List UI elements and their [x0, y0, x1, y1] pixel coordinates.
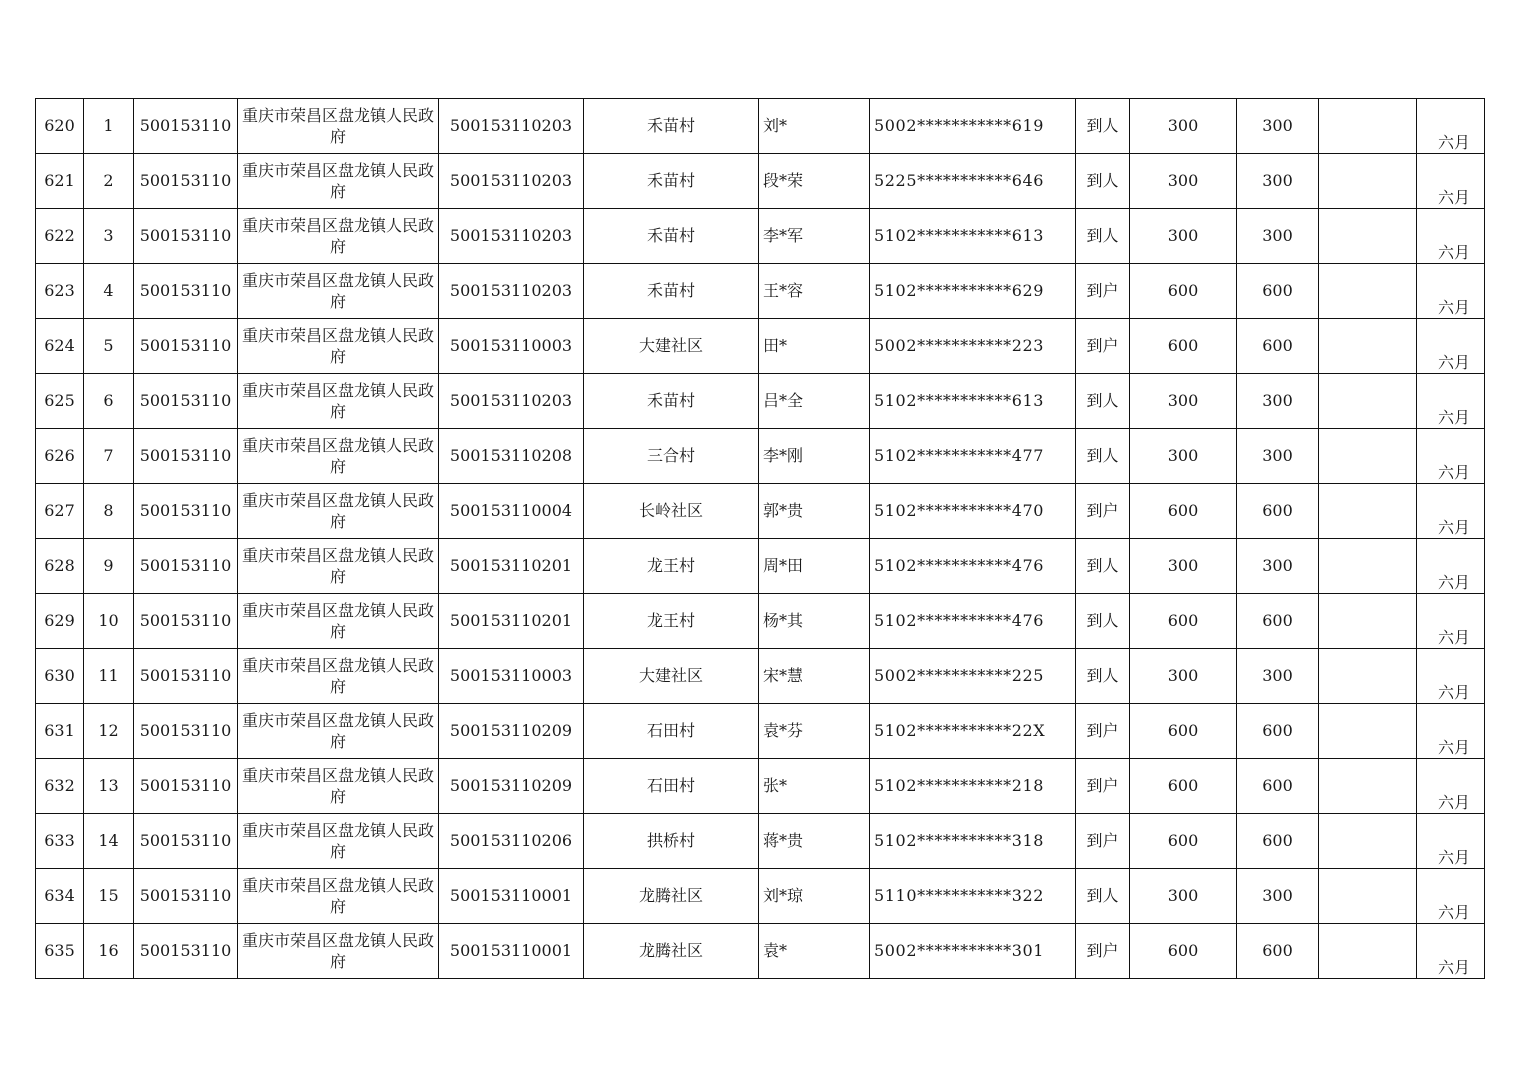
mode-cell: 到人: [1076, 429, 1130, 484]
month-cell: 六月: [1417, 704, 1485, 759]
org-code-cell: 500153110: [134, 319, 238, 374]
village-code-cell: 500153110003: [439, 649, 584, 704]
village-code-cell: 500153110001: [439, 869, 584, 924]
mode-cell: 到人: [1076, 99, 1130, 154]
mode-cell: 到人: [1076, 649, 1130, 704]
note-cell: [1319, 319, 1417, 374]
org-name-cell: 重庆市荣昌区盘龙镇人民政府: [238, 264, 439, 319]
amount-b-cell: 600: [1237, 264, 1319, 319]
village-cell: 禾苗村: [584, 99, 759, 154]
person-name-cell: 张*: [759, 759, 870, 814]
org-code-cell: 500153110: [134, 429, 238, 484]
month-cell: 六月: [1417, 539, 1485, 594]
serial-cell: 633: [36, 814, 84, 869]
table-row: [36, 99, 1485, 154]
note-cell: [1319, 99, 1417, 154]
village-cell: 三合村: [584, 429, 759, 484]
person-name-cell: 蒋*贵: [759, 814, 870, 869]
serial-cell: 630: [36, 649, 84, 704]
table-row: [36, 374, 1485, 429]
index-cell: 16: [84, 924, 134, 979]
org-code-cell: 500153110: [134, 374, 238, 429]
table-row: [36, 869, 1485, 924]
table-row: [36, 319, 1485, 374]
person-name-cell: 王*容: [759, 264, 870, 319]
amount-a-cell: 300: [1130, 429, 1237, 484]
org-name-cell: 重庆市荣昌区盘龙镇人民政府: [238, 319, 439, 374]
serial-cell: 635: [36, 924, 84, 979]
month-cell: 六月: [1417, 319, 1485, 374]
amount-a-cell: 300: [1130, 869, 1237, 924]
org-name-cell: 重庆市荣昌区盘龙镇人民政府: [238, 704, 439, 759]
serial-cell: 632: [36, 759, 84, 814]
id-number-cell: 5102***********22X: [870, 704, 1076, 759]
org-name-cell: 重庆市荣昌区盘龙镇人民政府: [238, 154, 439, 209]
table-row: [36, 649, 1485, 704]
village-code-cell: 500153110203: [439, 154, 584, 209]
org-code-cell: 500153110: [134, 484, 238, 539]
person-name-cell: 周*田: [759, 539, 870, 594]
id-number-cell: 5110***********322: [870, 869, 1076, 924]
person-name-cell: 李*刚: [759, 429, 870, 484]
index-cell: 7: [84, 429, 134, 484]
serial-cell: 631: [36, 704, 84, 759]
person-name-cell: 段*荣: [759, 154, 870, 209]
table-row: [36, 264, 1485, 319]
id-number-cell: 5102***********613: [870, 374, 1076, 429]
amount-b-cell: 600: [1237, 924, 1319, 979]
village-code-cell: 500153110004: [439, 484, 584, 539]
amount-a-cell: 600: [1130, 264, 1237, 319]
table-row: [36, 539, 1485, 594]
village-cell: 龙王村: [584, 539, 759, 594]
month-cell: 六月: [1417, 759, 1485, 814]
id-number-cell: 5225***********646: [870, 154, 1076, 209]
amount-b-cell: 300: [1237, 209, 1319, 264]
org-code-cell: 500153110: [134, 759, 238, 814]
id-number-cell: 5102***********470: [870, 484, 1076, 539]
amount-b-cell: 600: [1237, 814, 1319, 869]
index-cell: 10: [84, 594, 134, 649]
org-code-cell: 500153110: [134, 869, 238, 924]
village-code-cell: 500153110203: [439, 374, 584, 429]
serial-cell: 621: [36, 154, 84, 209]
mode-cell: 到人: [1076, 869, 1130, 924]
id-number-cell: 5002***********301: [870, 924, 1076, 979]
village-cell: 拱桥村: [584, 814, 759, 869]
note-cell: [1319, 484, 1417, 539]
person-name-cell: 袁*芬: [759, 704, 870, 759]
amount-a-cell: 300: [1130, 154, 1237, 209]
index-cell: 1: [84, 99, 134, 154]
village-cell: 龙王村: [584, 594, 759, 649]
person-name-cell: 宋*慧: [759, 649, 870, 704]
table-row: [36, 924, 1485, 979]
mode-cell: 到人: [1076, 539, 1130, 594]
village-cell: 石田村: [584, 759, 759, 814]
index-cell: 4: [84, 264, 134, 319]
org-code-cell: 500153110: [134, 594, 238, 649]
id-number-cell: 5102***********629: [870, 264, 1076, 319]
index-cell: 2: [84, 154, 134, 209]
amount-b-cell: 300: [1237, 154, 1319, 209]
note-cell: [1319, 649, 1417, 704]
month-cell: 六月: [1417, 209, 1485, 264]
amount-b-cell: 300: [1237, 869, 1319, 924]
month-cell: 六月: [1417, 869, 1485, 924]
id-number-cell: 5102***********218: [870, 759, 1076, 814]
serial-cell: 625: [36, 374, 84, 429]
month-cell: 六月: [1417, 924, 1485, 979]
person-name-cell: 吕*全: [759, 374, 870, 429]
index-cell: 6: [84, 374, 134, 429]
index-cell: 14: [84, 814, 134, 869]
village-code-cell: 500153110209: [439, 759, 584, 814]
village-code-cell: 500153110206: [439, 814, 584, 869]
serial-cell: 628: [36, 539, 84, 594]
month-cell: 六月: [1417, 594, 1485, 649]
village-code-cell: 500153110003: [439, 319, 584, 374]
mode-cell: 到户: [1076, 264, 1130, 319]
amount-b-cell: 300: [1237, 374, 1319, 429]
index-cell: 8: [84, 484, 134, 539]
village-code-cell: 500153110209: [439, 704, 584, 759]
id-number-cell: 5102***********318: [870, 814, 1076, 869]
data-table: [35, 98, 1485, 979]
amount-a-cell: 600: [1130, 484, 1237, 539]
amount-a-cell: 600: [1130, 814, 1237, 869]
note-cell: [1319, 429, 1417, 484]
village-code-cell: 500153110203: [439, 99, 584, 154]
village-code-cell: 500153110203: [439, 209, 584, 264]
note-cell: [1319, 539, 1417, 594]
org-name-cell: 重庆市荣昌区盘龙镇人民政府: [238, 429, 439, 484]
village-cell: 禾苗村: [584, 209, 759, 264]
index-cell: 9: [84, 539, 134, 594]
index-cell: 5: [84, 319, 134, 374]
serial-cell: 629: [36, 594, 84, 649]
amount-b-cell: 600: [1237, 484, 1319, 539]
table-row: [36, 704, 1485, 759]
village-cell: 禾苗村: [584, 154, 759, 209]
org-name-cell: 重庆市荣昌区盘龙镇人民政府: [238, 99, 439, 154]
table-row: [36, 484, 1485, 539]
person-name-cell: 田*: [759, 319, 870, 374]
org-code-cell: 500153110: [134, 539, 238, 594]
serial-cell: 624: [36, 319, 84, 374]
org-code-cell: 500153110: [134, 924, 238, 979]
org-code-cell: 500153110: [134, 154, 238, 209]
note-cell: [1319, 594, 1417, 649]
person-name-cell: 李*军: [759, 209, 870, 264]
id-number-cell: 5002***********619: [870, 99, 1076, 154]
org-name-cell: 重庆市荣昌区盘龙镇人民政府: [238, 209, 439, 264]
village-cell: 大建社区: [584, 649, 759, 704]
mode-cell: 到人: [1076, 594, 1130, 649]
mode-cell: 到人: [1076, 374, 1130, 429]
month-cell: 六月: [1417, 374, 1485, 429]
person-name-cell: 刘*: [759, 99, 870, 154]
mode-cell: 到户: [1076, 814, 1130, 869]
note-cell: [1319, 924, 1417, 979]
id-number-cell: 5102***********476: [870, 539, 1076, 594]
org-code-cell: 500153110: [134, 814, 238, 869]
note-cell: [1319, 264, 1417, 319]
village-code-cell: 500153110203: [439, 264, 584, 319]
amount-b-cell: 300: [1237, 649, 1319, 704]
note-cell: [1319, 704, 1417, 759]
amount-b-cell: 300: [1237, 539, 1319, 594]
serial-cell: 627: [36, 484, 84, 539]
index-cell: 13: [84, 759, 134, 814]
table-row: [36, 154, 1485, 209]
person-name-cell: 郭*贵: [759, 484, 870, 539]
note-cell: [1319, 814, 1417, 869]
table-row: [36, 814, 1485, 869]
village-code-cell: 500153110208: [439, 429, 584, 484]
id-number-cell: 5102***********613: [870, 209, 1076, 264]
note-cell: [1319, 209, 1417, 264]
amount-b-cell: 300: [1237, 99, 1319, 154]
org-name-cell: 重庆市荣昌区盘龙镇人民政府: [238, 594, 439, 649]
serial-cell: 620: [36, 99, 84, 154]
table-row: [36, 759, 1485, 814]
mode-cell: 到户: [1076, 704, 1130, 759]
village-cell: 石田村: [584, 704, 759, 759]
amount-a-cell: 300: [1130, 374, 1237, 429]
mode-cell: 到人: [1076, 154, 1130, 209]
month-cell: 六月: [1417, 814, 1485, 869]
serial-cell: 634: [36, 869, 84, 924]
org-code-cell: 500153110: [134, 704, 238, 759]
id-number-cell: 5102***********477: [870, 429, 1076, 484]
org-name-cell: 重庆市荣昌区盘龙镇人民政府: [238, 814, 439, 869]
month-cell: 六月: [1417, 429, 1485, 484]
mode-cell: 到户: [1076, 759, 1130, 814]
table-row: [36, 209, 1485, 264]
amount-a-cell: 600: [1130, 704, 1237, 759]
serial-cell: 623: [36, 264, 84, 319]
table-row: [36, 429, 1485, 484]
note-cell: [1319, 374, 1417, 429]
amount-a-cell: 300: [1130, 649, 1237, 704]
index-cell: 3: [84, 209, 134, 264]
month-cell: 六月: [1417, 99, 1485, 154]
month-cell: 六月: [1417, 264, 1485, 319]
org-name-cell: 重庆市荣昌区盘龙镇人民政府: [238, 869, 439, 924]
org-code-cell: 500153110: [134, 264, 238, 319]
village-cell: 大建社区: [584, 319, 759, 374]
id-number-cell: 5102***********476: [870, 594, 1076, 649]
village-cell: 长岭社区: [584, 484, 759, 539]
table-body: [36, 99, 1485, 979]
serial-cell: 626: [36, 429, 84, 484]
org-name-cell: 重庆市荣昌区盘龙镇人民政府: [238, 649, 439, 704]
amount-b-cell: 600: [1237, 759, 1319, 814]
amount-b-cell: 600: [1237, 319, 1319, 374]
amount-b-cell: 600: [1237, 704, 1319, 759]
note-cell: [1319, 869, 1417, 924]
index-cell: 12: [84, 704, 134, 759]
amount-a-cell: 300: [1130, 539, 1237, 594]
mode-cell: 到户: [1076, 484, 1130, 539]
amount-a-cell: 600: [1130, 924, 1237, 979]
village-cell: 龙腾社区: [584, 869, 759, 924]
org-name-cell: 重庆市荣昌区盘龙镇人民政府: [238, 759, 439, 814]
id-number-cell: 5002***********225: [870, 649, 1076, 704]
index-cell: 15: [84, 869, 134, 924]
village-cell: 禾苗村: [584, 374, 759, 429]
amount-a-cell: 300: [1130, 209, 1237, 264]
person-name-cell: 刘*琼: [759, 869, 870, 924]
village-code-cell: 500153110001: [439, 924, 584, 979]
org-name-cell: 重庆市荣昌区盘龙镇人民政府: [238, 924, 439, 979]
org-code-cell: 500153110: [134, 209, 238, 264]
org-name-cell: 重庆市荣昌区盘龙镇人民政府: [238, 539, 439, 594]
mode-cell: 到人: [1076, 209, 1130, 264]
amount-b-cell: 600: [1237, 594, 1319, 649]
village-cell: 禾苗村: [584, 264, 759, 319]
village-cell: 龙腾社区: [584, 924, 759, 979]
mode-cell: 到户: [1076, 924, 1130, 979]
org-code-cell: 500153110: [134, 649, 238, 704]
org-name-cell: 重庆市荣昌区盘龙镇人民政府: [238, 374, 439, 429]
note-cell: [1319, 759, 1417, 814]
amount-a-cell: 300: [1130, 99, 1237, 154]
serial-cell: 622: [36, 209, 84, 264]
month-cell: 六月: [1417, 154, 1485, 209]
village-code-cell: 500153110201: [439, 539, 584, 594]
amount-a-cell: 600: [1130, 594, 1237, 649]
person-name-cell: 袁*: [759, 924, 870, 979]
amount-a-cell: 600: [1130, 319, 1237, 374]
amount-a-cell: 600: [1130, 759, 1237, 814]
mode-cell: 到户: [1076, 319, 1130, 374]
org-code-cell: 500153110: [134, 99, 238, 154]
village-code-cell: 500153110201: [439, 594, 584, 649]
index-cell: 11: [84, 649, 134, 704]
table-row: [36, 594, 1485, 649]
amount-b-cell: 300: [1237, 429, 1319, 484]
person-name-cell: 杨*其: [759, 594, 870, 649]
org-name-cell: 重庆市荣昌区盘龙镇人民政府: [238, 484, 439, 539]
month-cell: 六月: [1417, 484, 1485, 539]
month-cell: 六月: [1417, 649, 1485, 704]
note-cell: [1319, 154, 1417, 209]
id-number-cell: 5002***********223: [870, 319, 1076, 374]
